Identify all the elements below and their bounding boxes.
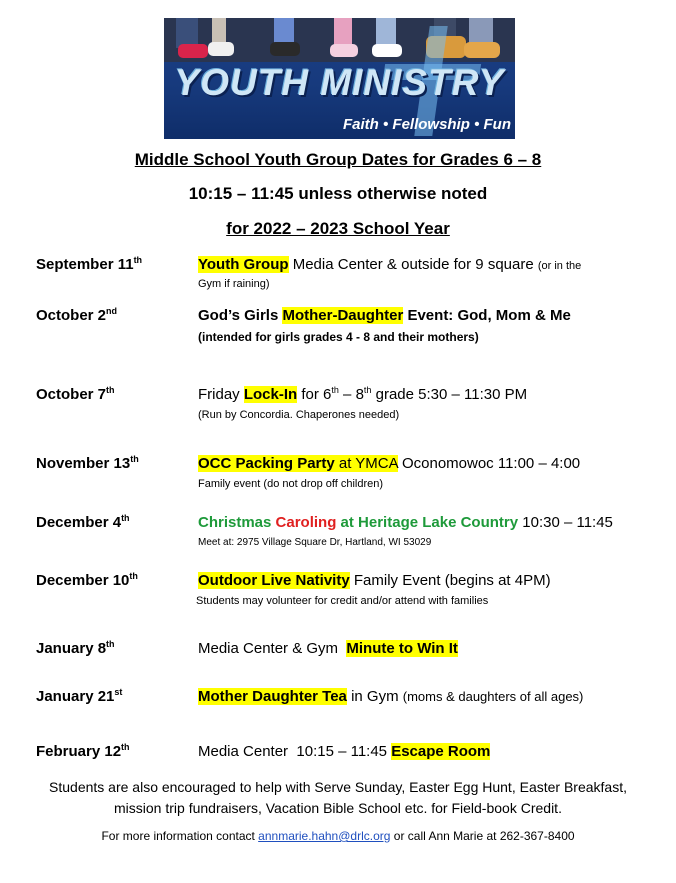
event-highlight: Youth Group [198, 256, 289, 273]
event-date-oct2: October 2nd [36, 306, 118, 324]
event-jan21: Mother Daughter Tea in Gym (moms & daughters of all ages) [198, 688, 584, 705]
event-date-oct7: October 7th [36, 385, 115, 403]
event-jan8: Media Center & Gym Minute to Win It [198, 640, 458, 657]
event-date-sep11: September 11th [36, 255, 143, 273]
footer-note [0, 777, 676, 819]
event-highlight: Mother-Daughter [282, 307, 404, 324]
event-highlight: Outdoor Live Nativity [198, 572, 350, 589]
event-highlight: OCC Packing Party [198, 455, 335, 472]
event-oct7: Friday Lock-In for 6th – 8th grade 5:30 – 11:30 PM [198, 385, 528, 403]
event-dec10-note: Students may volunteer for credit and/or attend with families [196, 595, 489, 607]
event-oct7-note: (Run by Concordia. Chaperones needed) [198, 409, 400, 421]
event-sep11: Youth Group Media Center & outside for 9 square (or in the [198, 256, 582, 273]
event-date-feb12: February 12th [36, 742, 130, 760]
email-link[interactable]: annmarie.hahn@drlc.org [258, 829, 391, 843]
event-sep11-note: Gym if raining) [198, 278, 270, 290]
event-highlight: Lock-In [243, 386, 298, 403]
kids-feet-photo [164, 18, 515, 62]
school-year-heading: for 2022 – 2023 School Year [226, 219, 450, 238]
event-date-dec10: December 10th [36, 571, 138, 589]
contact-line: For more information contact annmarie.hahn@drlc.org or call Ann Marie at 262-367-8400 [101, 829, 575, 843]
event-highlight: Mother Daughter Tea [198, 688, 347, 705]
footer-line1: Students are also encouraged to help with Serve Sunday, Easter Egg Hunt, Easter Breakfast, [49, 779, 627, 795]
event-dec10: Outdoor Live Nativity Family Event (begins at 4PM) [198, 572, 551, 589]
event-highlight: Minute to Win It [346, 640, 458, 657]
event-highlight: Escape Room [391, 743, 491, 760]
banner-title: YOUTH MINISTRY [174, 62, 505, 103]
youth-ministry-banner [164, 18, 515, 139]
event-oct2-note: (intended for girls grades 4 - 8 and their mothers) [198, 330, 479, 344]
banner-tagline: Faith • Fellowship • Fun [343, 116, 511, 133]
footer-line2: mission trip fundraisers, Vacation Bible School etc. for Field-book Credit. [114, 800, 562, 816]
page-title: Middle School Youth Group Dates for Grades 6 – 8 [134, 150, 542, 169]
event-date-dec4: December 4th [36, 513, 130, 531]
event-date-jan21: January 21st [36, 687, 123, 705]
event-date-nov13: November 13th [36, 454, 139, 472]
event-date-jan8: January 8th [36, 639, 115, 657]
event-oct2: God’s Girls Mother-Daughter Event: God, Mom & Me [198, 307, 571, 324]
event-nov13-note: Family event (do not drop off children) [198, 478, 384, 490]
event-nov13: OCC Packing Party at YMCA Oconomowoc 11:00 – 4:00 [198, 455, 581, 472]
event-dec4-note: Meet at: 2975 Village Square Dr, Hartland, WI 53029 [198, 537, 432, 548]
event-feb12: Media Center 10:15 – 11:45 Escape Room [198, 743, 491, 760]
time-heading: 10:15 – 11:45 unless otherwise noted [188, 184, 488, 203]
event-dec4: Christmas Caroling at Heritage Lake Country 10:30 – 11:45 [198, 514, 613, 531]
